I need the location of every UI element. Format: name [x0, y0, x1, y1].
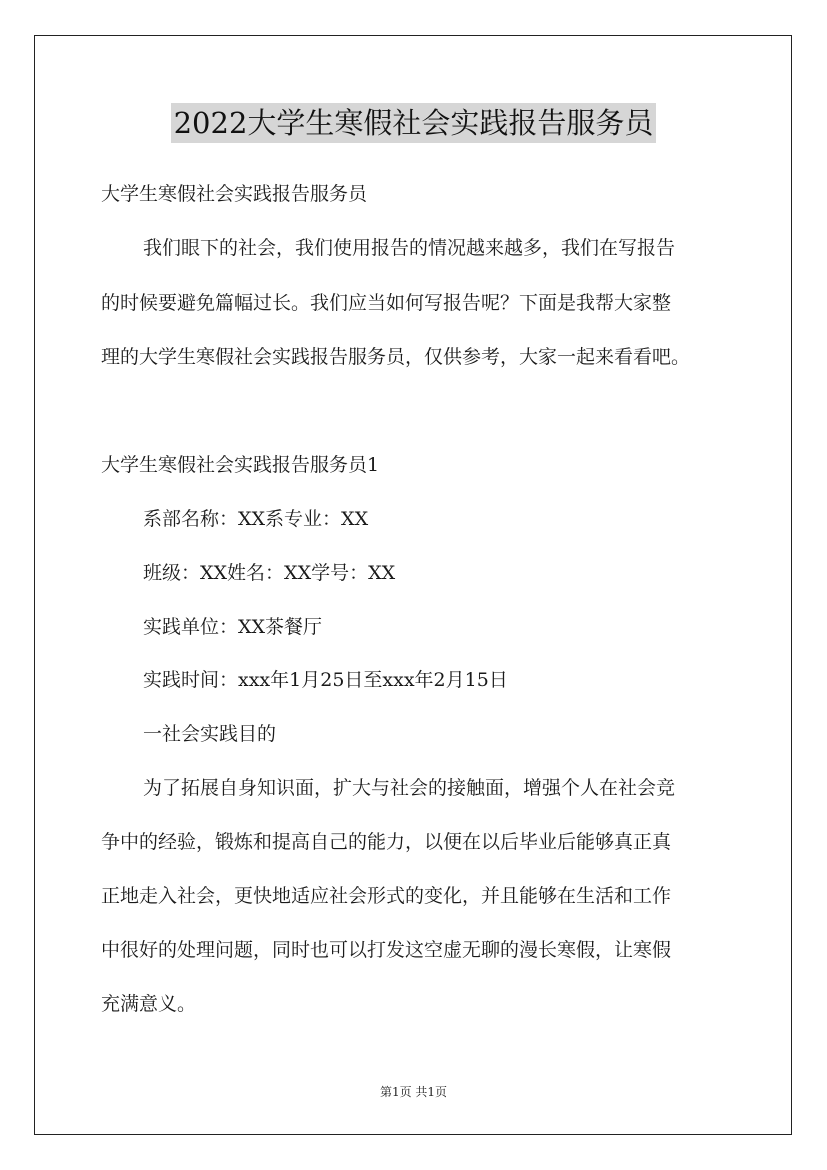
intro-line-3: 理的大学生寒假社会实践报告服务员，仅供参考，大家一起来看看吧。 — [101, 346, 691, 368]
purpose-line-5: 充满意义。 — [101, 993, 197, 1015]
field-time: 实践时间：xxx年1月25日至xxx年2月15日 — [143, 669, 508, 691]
intro-line-2: 的时候要避免篇幅过长。我们应当如何写报告呢？下面是我帮大家整 — [101, 292, 672, 314]
purpose-heading: 一社会实践目的 — [143, 723, 277, 745]
purpose-line-2: 争中的经验，锻炼和提高自己的能力，以便在以后毕业后能够真正真 — [101, 831, 672, 853]
section-heading: 大学生寒假社会实践报告服务员1 — [101, 454, 380, 476]
field-class: 班级：XX姓名：XX学号：XX — [143, 562, 396, 584]
title-block — [0, 103, 827, 143]
intro-line-1: 我们眼下的社会，我们使用报告的情况越来越多，我们在写报告 — [143, 237, 676, 259]
page-footer: 第1页 共1页 — [379, 1085, 448, 1099]
purpose-line-1: 为了拓展自身知识面，扩大与社会的接触面，增强个人在社会竞 — [143, 777, 676, 799]
field-department: 系部名称：XX系专业：XX — [143, 508, 369, 530]
field-unit: 实践单位：XX茶餐厅 — [143, 616, 323, 638]
document-title: 2022大学生寒假社会实践报告服务员 — [171, 103, 657, 143]
subtitle: 大学生寒假社会实践报告服务员 — [101, 183, 368, 205]
purpose-line-4: 中很好的处理问题，同时也可以打发这空虚无聊的漫长寒假，让寒假 — [101, 939, 672, 961]
purpose-line-3: 正地走入社会，更快地适应社会形式的变化，并且能够在生活和工作 — [101, 885, 672, 907]
